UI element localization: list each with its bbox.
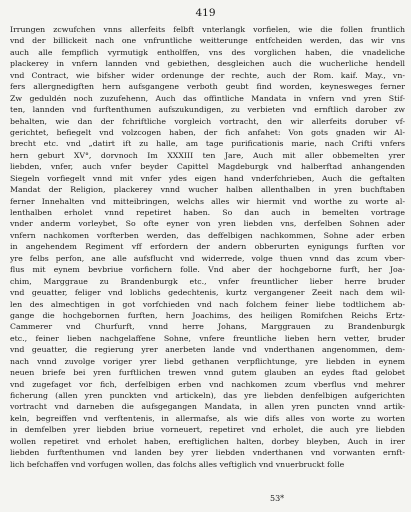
text-line: vnd zugefaget vor fich, derfelbigen erben vnd nachkomen zcum vberflus vnd mehrer <box>10 379 405 389</box>
text-line: ferner Innehalten vnd mitteibringen, welchs alles wir hiermit vnd worthe zu worte al- <box>10 196 405 206</box>
text-line: len des almechtigen in got vorfchieden vnd nach folchem feiner liebe todtlichem ab- <box>10 299 405 309</box>
text-line: wollen repetiret vnd erholet haben, ereftiglichen halten, dorbey bleyben, Auch in irer <box>10 436 405 446</box>
text-line: behalten, wie dan der fchriftliche vorgleich vortracht, den wir allerfeits doruber vf- <box>10 116 405 126</box>
text-line: hern geburt XV°, dorvnoch Im XXXIII ten Jare, Auch mit aller obbemelten yrer <box>10 150 405 160</box>
text-line: in demfelben yrer liebden briue vorneuert, repetiret vnd erholet, die auch yre liebden <box>10 425 405 435</box>
text-line: plackerey in vnfern lannden vnd gebiethen, desgleichen auch die wucherliche hendell <box>10 59 405 69</box>
text-line: keln, begreiffen vnd verftentenis, in allermafse, als wie difs alles von worte zu worten <box>10 413 405 423</box>
text-line: vnd der billickeit nach one vnfruntliche weitterunge entfcheiden werden, das wir vns <box>10 36 405 46</box>
text-line: gerichtet, befiegelt vnd volzcogen haben, der fich anfahet: Von gots gnaden wir Al- <box>10 127 405 137</box>
text-line: flus mit eynem bevbriue vorfichern folle. Vnd aber der hochgeborne furft, her Joa- <box>10 265 405 275</box>
text-line: vortracht vnd darneben die aufsgegangen Mandata, in allen yren puncten vnnd artik- <box>10 402 405 412</box>
text-line: liebden, vnfer, auch vnfer beyder Capittel Magdeburgk vnd halberftad anhangenden <box>10 162 405 172</box>
text-line: neuen briefe bei yren furftlichen trewen vnnd gutem glauben an eydes ftad gelobet <box>10 368 405 378</box>
text-line: chim, Marggraue zu Brandenburgk etc., vnfer freuntlicher lieber herre bruder <box>10 276 405 286</box>
text-line: yre felbs perfon, ane alle aufsflucht vnd widerrede, volge thuen vnnd das zcum vber- <box>10 253 405 263</box>
text-line: Zw geduldén noch zuzufehenn, Auch das offintliche Mandata in vnfern vnd yren Stif- <box>10 93 405 103</box>
text-line: brecht etc. vnd „datirt ift zu halle, am tage purificationis marie, nach Crifti vnfers <box>10 139 405 149</box>
body-text <box>10 24 405 470</box>
text-line: lich befchaffen vnd vorfugen wollen, das folchs alles veftiglich vnd vnuerbruckt folle <box>10 459 345 469</box>
text-line: Mandat der Religion, plackerey vnnd wucher halben allenthalben in yren buchftaben <box>10 185 405 195</box>
text-line: in angehendem Regiment vff erfordern der andern obberurten eynigungs furften vor <box>10 242 405 252</box>
text-line: ficherung (allen yren punckten vnd artickeln), das yre liebden denfelbigen aufgerichten <box>10 391 405 400</box>
text-line: nach vnnd zuvolge voriger yrer liebd gethanen verpflichtunge, yre liebden in eynem <box>10 356 405 366</box>
text-line: auch alle fempflich vyrmutigk entholffen, vns des vorglichen haben, die vnadeliche <box>10 47 405 57</box>
page-number: 419 <box>195 7 216 19</box>
text-line: lenthalben erholet vnnd repetiret haben. So dan auch in bemelten vortrage <box>10 208 405 217</box>
text-line: Siegeln vorfiegelt vnnd mit vnfer ydes eigen hand vnderfchrieben, Auch die geftalten <box>10 173 405 183</box>
text-line: ten, lannden vnd furftenthumen aufszukundigen, zu verbieten vnd ernftlich darober zw <box>10 105 405 115</box>
text-line: vnd geuatter, die regierung yrer anerbeten lande vnd vnderthanen angenommen, dem- <box>10 345 405 355</box>
text-line: vnfern nachkomen vorfterben werden, das deffelbigen nachkommen, Sohne ader erben <box>10 230 405 240</box>
text-line: vnder anderm vorleybet, So ofte eyner von yren liebden vns, derfelben Sohnen ader <box>10 219 405 229</box>
text-line: vnd geuatter, feliger vnd loblichs gedechtenis, kurtz vergangener Zeeit nach dem wil- <box>10 288 405 298</box>
text-line: fers allergnedigften hern aufsgangene verboth geubt find worden, keynesweges ferner <box>10 82 405 92</box>
signature-mark: 53* <box>270 494 285 503</box>
text-line: liebden furftenthumen vnd landen bey yrer liebden vnderthanen vnd vorwanten ernft- <box>10 448 405 458</box>
text-line: vnd Contract, wie bifsher wider ordenunge der rechte, auch der Rom. kaif. May., vn- <box>10 70 405 80</box>
text-line: Irrungen zcwufchen vnns allerfeits felbft vnterlangk vorfielen, wie die follen fruntlich <box>10 25 405 34</box>
text-line: etc., feiner lieben nachgelaffene Sohne, vnfere freuntliche lieben hern vetter, bruder <box>10 333 405 343</box>
text-line: Cammerer vnd Churfurft, vnnd herre Johans, Marggrauen zu Brandenburgk <box>10 322 405 332</box>
text-line: gange die hochgebornen furften, hern Joachims, des heiligen Romifchen Reichs Ertz- <box>10 310 405 320</box>
